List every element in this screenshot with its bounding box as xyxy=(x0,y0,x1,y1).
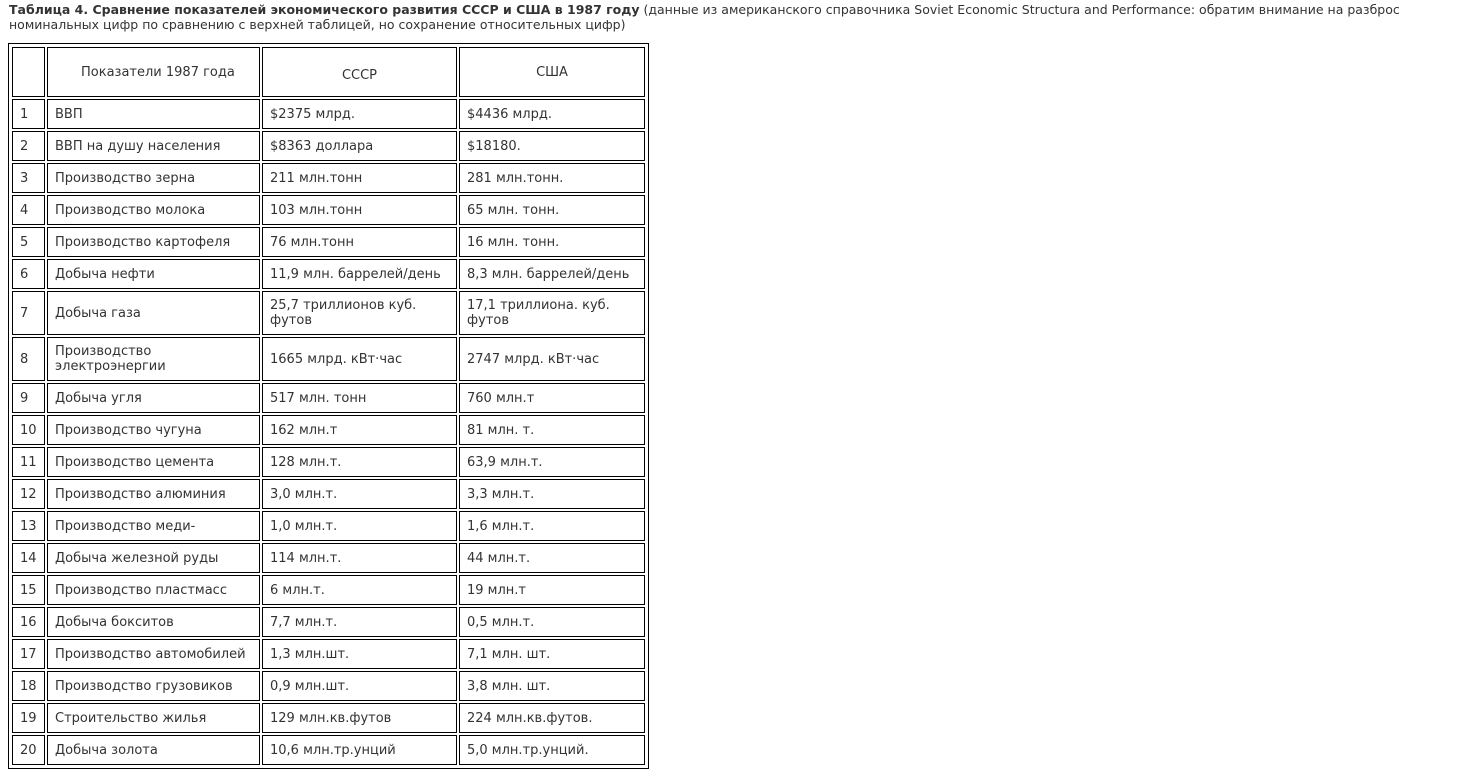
row-number-cell: 18 xyxy=(12,671,45,701)
usa-value-cell: 17,1 триллиона. куб. футов xyxy=(459,291,645,335)
ussr-value-cell: 3,0 млн.т. xyxy=(262,479,457,509)
row-number-cell: 9 xyxy=(12,383,45,413)
row-number-cell: 2 xyxy=(12,131,45,161)
usa-value-cell: 65 млн. тонн. xyxy=(459,195,645,225)
ussr-value-cell: 25,7 триллионов куб. футов xyxy=(262,291,457,335)
row-number-cell: 19 xyxy=(12,703,45,733)
table-row xyxy=(12,447,645,477)
row-number-cell: 12 xyxy=(12,479,45,509)
ussr-value-cell: 517 млн. тонн xyxy=(262,383,457,413)
table-row xyxy=(12,259,645,289)
row-number-cell: 3 xyxy=(12,163,45,193)
row-number-cell: 16 xyxy=(12,607,45,637)
usa-value-cell: $18180. xyxy=(459,131,645,161)
table-row xyxy=(12,575,645,605)
ussr-value-cell: 76 млн.тонн xyxy=(262,227,457,257)
ussr-value-cell: 6 млн.т. xyxy=(262,575,457,605)
indicator-cell: Добыча угля xyxy=(47,383,260,413)
usa-value-cell: 5,0 млн.тр.унций. xyxy=(459,735,645,765)
usa-value-cell: 281 млн.тонн. xyxy=(459,163,645,193)
table-row xyxy=(12,163,645,193)
row-number-cell: 20 xyxy=(12,735,45,765)
indicator-cell: Добыча нефти xyxy=(47,259,260,289)
ussr-value-cell: 11,9 млн. баррелей/день xyxy=(262,259,457,289)
ussr-value-cell: $8363 доллара xyxy=(262,131,457,161)
ussr-value-cell: 128 млн.т. xyxy=(262,447,457,477)
comparison-table-frame xyxy=(8,43,649,769)
indicator-cell: Производство электроэнергии xyxy=(47,337,260,381)
table-row xyxy=(12,383,645,413)
row-number-cell: 14 xyxy=(12,543,45,573)
usa-value-cell: 81 млн. т. xyxy=(459,415,645,445)
indicator-cell: Добыча газа xyxy=(47,291,260,335)
indicator-cell: Строительство жилья xyxy=(47,703,260,733)
table-row xyxy=(12,607,645,637)
usa-value-cell: 224 млн.кв.футов. xyxy=(459,703,645,733)
indicator-cell: Добыча железной руды xyxy=(47,543,260,573)
indicator-cell: Производство пластмасс xyxy=(47,575,260,605)
row-number-cell: 17 xyxy=(12,639,45,669)
usa-value-cell: 1,6 млн.т. xyxy=(459,511,645,541)
indicator-cell: Производство алюминия xyxy=(47,479,260,509)
indicator-cell: ВВП на душу населения xyxy=(47,131,260,161)
header-cell-ussr: СССР xyxy=(262,47,457,97)
usa-value-cell: 760 млн.т xyxy=(459,383,645,413)
ussr-value-cell: $2375 млрд. xyxy=(262,99,457,129)
ussr-value-cell: 10,6 млн.тр.унций xyxy=(262,735,457,765)
ussr-value-cell: 0,9 млн.шт. xyxy=(262,671,457,701)
comparison-table xyxy=(10,45,647,767)
usa-value-cell: 2747 млрд. кВт·час xyxy=(459,337,645,381)
ussr-value-cell: 114 млн.т. xyxy=(262,543,457,573)
header-cell-indicator: Показатели 1987 года xyxy=(47,47,260,97)
usa-value-cell: 3,3 млн.т. xyxy=(459,479,645,509)
table-row xyxy=(12,479,645,509)
caption-title: Таблица 4. Сравнение показателей экономического развития СССР и США в 1987 году xyxy=(9,2,640,17)
usa-value-cell: $4436 млрд. xyxy=(459,99,645,129)
row-number-cell: 1 xyxy=(12,99,45,129)
ussr-value-cell: 1,0 млн.т. xyxy=(262,511,457,541)
row-number-cell: 10 xyxy=(12,415,45,445)
ussr-value-cell: 1,3 млн.шт. xyxy=(262,639,457,669)
indicator-cell: Добыча золота xyxy=(47,735,260,765)
usa-value-cell: 8,3 млн. баррелей/день xyxy=(459,259,645,289)
row-number-cell: 15 xyxy=(12,575,45,605)
indicator-cell: Добыча бокситов xyxy=(47,607,260,637)
table-row xyxy=(12,543,645,573)
indicator-cell: Производство автомобилей xyxy=(47,639,260,669)
table-row xyxy=(12,671,645,701)
indicator-cell: Производство зерна xyxy=(47,163,260,193)
row-number-cell: 11 xyxy=(12,447,45,477)
indicator-cell: Производство грузовиков xyxy=(47,671,260,701)
row-number-cell: 5 xyxy=(12,227,45,257)
indicator-cell: Производство молока xyxy=(47,195,260,225)
indicator-cell: Производство меди- xyxy=(47,511,260,541)
row-number-cell: 6 xyxy=(12,259,45,289)
row-number-cell: 8 xyxy=(12,337,45,381)
table-row xyxy=(12,511,645,541)
ussr-value-cell: 162 млн.т xyxy=(262,415,457,445)
ussr-value-cell: 211 млн.тонн xyxy=(262,163,457,193)
table-row xyxy=(12,227,645,257)
ussr-value-cell: 129 млн.кв.футов xyxy=(262,703,457,733)
caption-note: (данные из американского справочника Soviet Economic Structura and Performance: обратим внимание на разброс номинальных цифр по сравнению с верхней таблицей, но сохранение относительных цифр) xyxy=(9,2,1400,32)
indicator-cell: Производство чугуна xyxy=(47,415,260,445)
usa-value-cell: 19 млн.т xyxy=(459,575,645,605)
table-row xyxy=(12,639,645,669)
table-row xyxy=(12,735,645,765)
table-row xyxy=(12,703,645,733)
usa-value-cell: 0,5 млн.т. xyxy=(459,607,645,637)
table-row xyxy=(12,195,645,225)
table-header-row xyxy=(12,47,645,97)
usa-value-cell: 7,1 млн. шт. xyxy=(459,639,645,669)
indicator-cell: Производство картофеля xyxy=(47,227,260,257)
header-cell-number xyxy=(12,47,45,97)
table-row xyxy=(12,99,645,129)
table-row xyxy=(12,415,645,445)
row-number-cell: 13 xyxy=(12,511,45,541)
usa-value-cell: 3,8 млн. шт. xyxy=(459,671,645,701)
table-row xyxy=(12,291,645,335)
ussr-value-cell: 103 млн.тонн xyxy=(262,195,457,225)
ussr-value-cell: 7,7 млн.т. xyxy=(262,607,457,637)
row-number-cell: 7 xyxy=(12,291,45,335)
usa-value-cell: 63,9 млн.т. xyxy=(459,447,645,477)
indicator-cell: Производство цемента xyxy=(47,447,260,477)
table-row xyxy=(12,131,645,161)
row-number-cell: 4 xyxy=(12,195,45,225)
ussr-value-cell: 1665 млрд. кВт·час xyxy=(262,337,457,381)
usa-value-cell: 44 млн.т. xyxy=(459,543,645,573)
table-row xyxy=(12,337,645,381)
header-cell-usa: США xyxy=(459,47,645,97)
indicator-cell: ВВП xyxy=(47,99,260,129)
table-caption xyxy=(9,2,1454,32)
usa-value-cell: 16 млн. тонн. xyxy=(459,227,645,257)
